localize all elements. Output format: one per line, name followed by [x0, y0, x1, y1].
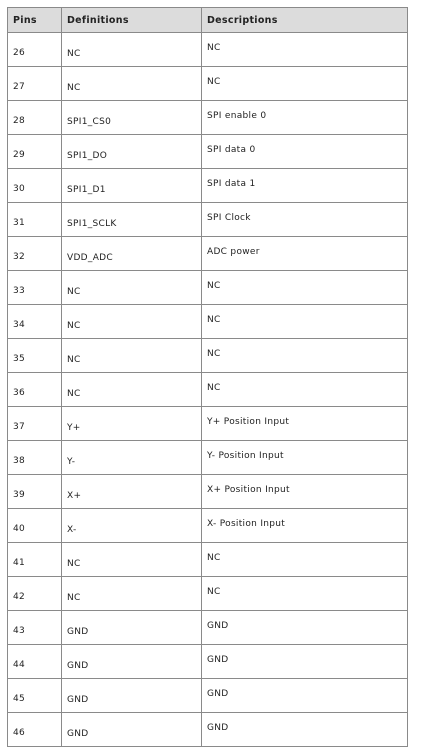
definition-cell: NC — [62, 33, 202, 67]
description-cell: SPI data 0 — [202, 135, 408, 169]
definition-cell: X- — [62, 509, 202, 543]
pin-number-cell: 27 — [8, 67, 62, 101]
pin-number-cell: 26 — [8, 33, 62, 67]
pin-number-cell: 35 — [8, 339, 62, 373]
description-cell: GND — [202, 611, 408, 645]
table-row — [8, 373, 408, 407]
description-cell: X+ Position Input — [202, 475, 408, 509]
definition-cell: NC — [62, 543, 202, 577]
definition-cell: GND — [62, 713, 202, 747]
table-row — [8, 543, 408, 577]
definition-cell: NC — [62, 305, 202, 339]
definition-cell: SPI1_DO — [62, 135, 202, 169]
pin-number-cell: 34 — [8, 305, 62, 339]
table-body — [8, 33, 408, 747]
pin-number-cell: 32 — [8, 237, 62, 271]
table-row — [8, 101, 408, 135]
description-cell: X- Position Input — [202, 509, 408, 543]
description-cell: NC — [202, 33, 408, 67]
definition-cell: SPI1_CS0 — [62, 101, 202, 135]
description-cell: GND — [202, 713, 408, 747]
table-row — [8, 713, 408, 747]
pin-number-cell: 33 — [8, 271, 62, 305]
table-row — [8, 33, 408, 67]
description-cell: ADC power — [202, 237, 408, 271]
description-cell: NC — [202, 577, 408, 611]
table-row — [8, 169, 408, 203]
header-definitions: Definitions — [62, 8, 202, 33]
description-cell: NC — [202, 543, 408, 577]
definition-cell: VDD_ADC — [62, 237, 202, 271]
definition-cell: NC — [62, 577, 202, 611]
description-cell: GND — [202, 679, 408, 713]
definition-cell: SPI1_SCLK — [62, 203, 202, 237]
header-pins: Pins — [8, 8, 62, 33]
definition-cell: NC — [62, 271, 202, 305]
table-row — [8, 441, 408, 475]
description-cell: NC — [202, 305, 408, 339]
description-cell: Y- Position Input — [202, 441, 408, 475]
table-row — [8, 135, 408, 169]
pin-number-cell: 45 — [8, 679, 62, 713]
definition-cell: X+ — [62, 475, 202, 509]
description-cell: NC — [202, 67, 408, 101]
table-row — [8, 407, 408, 441]
pin-number-cell: 44 — [8, 645, 62, 679]
definition-cell: NC — [62, 67, 202, 101]
pin-definitions-table — [7, 7, 408, 747]
description-cell: NC — [202, 271, 408, 305]
table-row — [8, 645, 408, 679]
pin-number-cell: 46 — [8, 713, 62, 747]
pin-number-cell: 41 — [8, 543, 62, 577]
table-row — [8, 509, 408, 543]
pin-number-cell: 31 — [8, 203, 62, 237]
definition-cell: NC — [62, 373, 202, 407]
pin-number-cell: 43 — [8, 611, 62, 645]
definition-cell: GND — [62, 611, 202, 645]
table-row — [8, 339, 408, 373]
description-cell: SPI Clock — [202, 203, 408, 237]
pin-number-cell: 36 — [8, 373, 62, 407]
pin-number-cell: 37 — [8, 407, 62, 441]
description-cell: Y+ Position Input — [202, 407, 408, 441]
header-row — [8, 8, 408, 33]
pin-number-cell: 29 — [8, 135, 62, 169]
definition-cell: Y- — [62, 441, 202, 475]
description-cell: SPI enable 0 — [202, 101, 408, 135]
definition-cell: Y+ — [62, 407, 202, 441]
table-row — [8, 237, 408, 271]
definition-cell: SPI1_D1 — [62, 169, 202, 203]
pin-number-cell: 30 — [8, 169, 62, 203]
table-row — [8, 577, 408, 611]
table-row — [8, 203, 408, 237]
description-cell: SPI data 1 — [202, 169, 408, 203]
table-row — [8, 271, 408, 305]
table-header — [8, 8, 408, 33]
definition-cell: GND — [62, 645, 202, 679]
table-row — [8, 305, 408, 339]
table-row — [8, 611, 408, 645]
pin-number-cell: 39 — [8, 475, 62, 509]
table-row — [8, 67, 408, 101]
header-descriptions: Descriptions — [202, 8, 408, 33]
description-cell: NC — [202, 339, 408, 373]
pin-number-cell: 28 — [8, 101, 62, 135]
definition-cell: GND — [62, 679, 202, 713]
definition-cell: NC — [62, 339, 202, 373]
table-row — [8, 679, 408, 713]
description-cell: NC — [202, 373, 408, 407]
pin-number-cell: 42 — [8, 577, 62, 611]
pin-number-cell: 40 — [8, 509, 62, 543]
description-cell: GND — [202, 645, 408, 679]
pin-number-cell: 38 — [8, 441, 62, 475]
table-row — [8, 475, 408, 509]
